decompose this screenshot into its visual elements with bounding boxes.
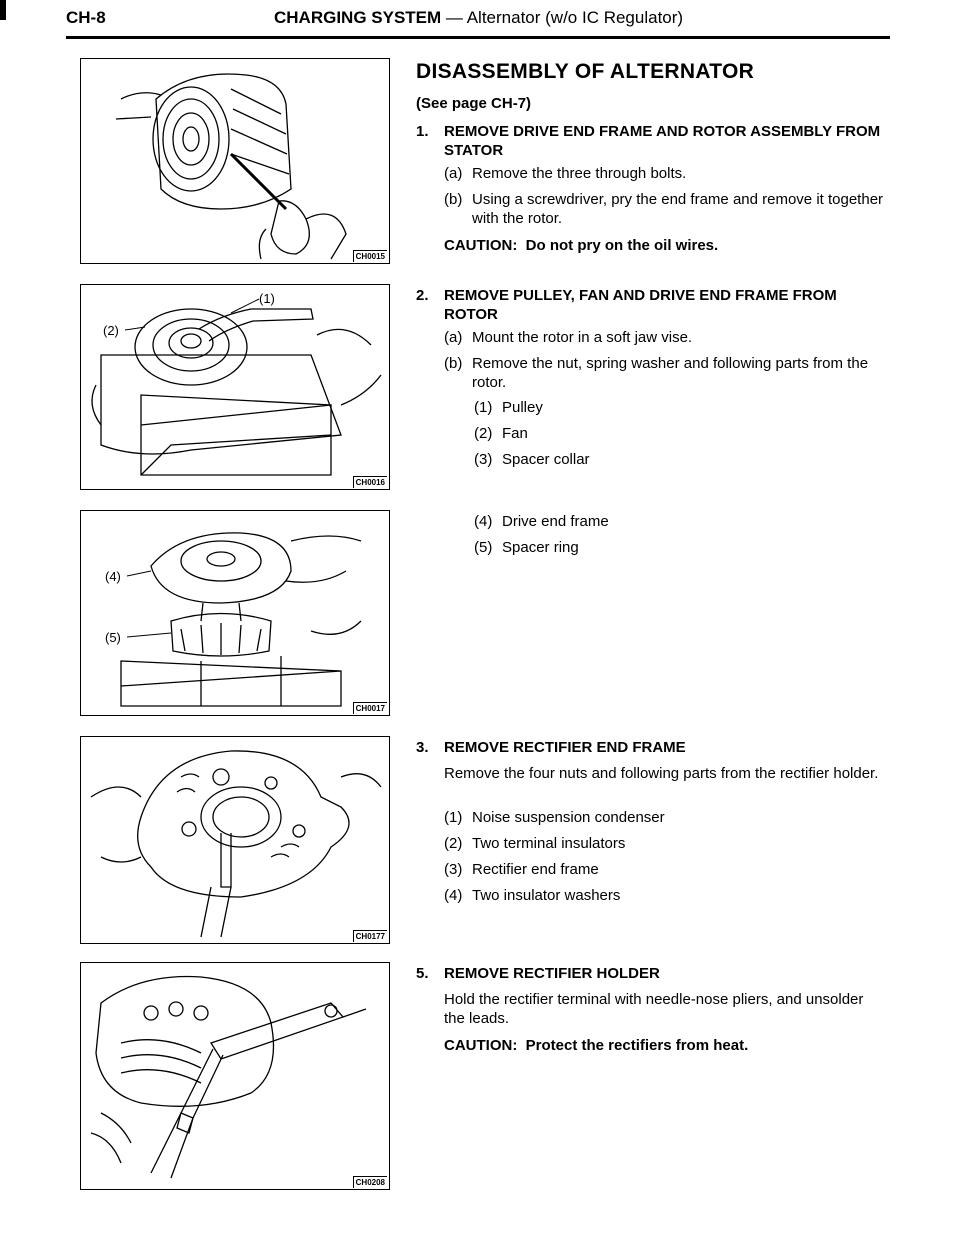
page-title-sub: — Alternator (w/o IC Regulator) bbox=[445, 8, 684, 27]
part-label: (1) bbox=[474, 399, 493, 416]
page-corner-mark bbox=[0, 0, 6, 20]
section-title: DISASSEMBLY OF ALTERNATOR bbox=[416, 60, 755, 83]
step-5 bbox=[416, 964, 886, 983]
step-2 bbox=[416, 286, 886, 324]
figure-code: CH0017 bbox=[353, 702, 387, 714]
step-heading: REMOVE RECTIFIER END FRAME bbox=[444, 739, 686, 756]
part-item bbox=[474, 450, 874, 469]
part-item bbox=[444, 834, 884, 853]
part-label: (4) bbox=[474, 513, 493, 530]
part-item bbox=[474, 512, 874, 531]
step-body-text: Remove the four nuts and following parts from the rectifier holder. bbox=[444, 765, 879, 782]
item-label: (a) bbox=[444, 165, 463, 182]
item-text: Remove the three through bolts. bbox=[472, 165, 687, 182]
item-label: (b) bbox=[444, 191, 463, 208]
caution-note bbox=[444, 236, 884, 255]
part-label: (1) bbox=[444, 809, 463, 826]
caution-text: Protect the rectifiers from heat. bbox=[525, 1037, 749, 1054]
part-label: (3) bbox=[444, 861, 463, 878]
figure-code: CH0016 bbox=[353, 476, 387, 488]
callout-label: (1) bbox=[259, 291, 275, 306]
part-text: Two terminal insulators bbox=[472, 835, 626, 852]
item-label: (b) bbox=[444, 355, 463, 372]
step-heading: REMOVE PULLEY, FAN AND DRIVE END FRAME FROM ROTOR bbox=[444, 287, 837, 323]
part-text: Spacer collar bbox=[502, 451, 590, 468]
step-item bbox=[444, 164, 884, 183]
part-text: Noise suspension condenser bbox=[472, 809, 665, 826]
page-header bbox=[66, 8, 890, 34]
part-label: (3) bbox=[474, 451, 493, 468]
figure-illustration bbox=[81, 285, 389, 489]
part-item bbox=[474, 398, 874, 417]
part-item bbox=[444, 860, 884, 879]
callout-label: (5) bbox=[105, 630, 121, 645]
figure-code: CH0177 bbox=[353, 930, 387, 942]
caution-text: Do not pry on the oil wires. bbox=[525, 237, 719, 254]
part-item bbox=[474, 538, 874, 557]
step-item bbox=[444, 354, 884, 392]
figure-rectifier-end-frame bbox=[80, 736, 390, 944]
figure-pulley-removal bbox=[80, 284, 390, 490]
page-code: CH-8 bbox=[66, 8, 106, 27]
part-label: (2) bbox=[444, 835, 463, 852]
caution-label: CAUTION: bbox=[444, 237, 518, 254]
step-body bbox=[444, 764, 888, 783]
part-item bbox=[444, 886, 884, 905]
part-label: (4) bbox=[444, 887, 463, 904]
step-1 bbox=[416, 122, 886, 160]
figure-alternator-screwdriver bbox=[80, 58, 390, 264]
step-body bbox=[444, 990, 888, 1028]
part-text: Pulley bbox=[502, 399, 543, 416]
figure-code: CH0208 bbox=[353, 1176, 387, 1188]
caution-label: CAUTION: bbox=[444, 1037, 518, 1054]
part-item bbox=[444, 808, 884, 827]
item-label: (a) bbox=[444, 329, 463, 346]
part-item bbox=[474, 424, 874, 443]
figure-illustration bbox=[81, 511, 389, 715]
step-number: 5. bbox=[416, 965, 429, 982]
figure-drive-end-frame bbox=[80, 510, 390, 716]
item-text: Mount the rotor in a soft jaw vise. bbox=[472, 329, 693, 346]
part-text: Two insulator washers bbox=[472, 887, 621, 904]
item-text: Remove the nut, spring washer and following parts from the rotor. bbox=[472, 355, 869, 391]
page-title bbox=[274, 8, 683, 28]
figure-illustration bbox=[81, 59, 389, 263]
item-text: Using a screwdriver, pry the end frame and remove it together with the rotor. bbox=[472, 191, 884, 227]
step-heading: REMOVE DRIVE END FRAME AND ROTOR ASSEMBLY FROM STATOR bbox=[444, 123, 881, 159]
step-number: 1. bbox=[416, 123, 429, 140]
step-heading: REMOVE RECTIFIER HOLDER bbox=[444, 965, 660, 982]
header-rule bbox=[66, 36, 890, 39]
step-item bbox=[444, 328, 884, 347]
part-text: Drive end frame bbox=[502, 513, 609, 530]
figure-illustration bbox=[81, 737, 389, 943]
step-number: 2. bbox=[416, 287, 429, 304]
part-label: (5) bbox=[474, 539, 493, 556]
figure-rectifier-holder bbox=[80, 962, 390, 1190]
step-3 bbox=[416, 738, 886, 757]
section-subtitle: (See page CH-7) bbox=[416, 95, 532, 112]
callout-label: (4) bbox=[105, 569, 121, 584]
caution-note bbox=[444, 1036, 884, 1055]
page-title-main: CHARGING SYSTEM bbox=[274, 8, 442, 27]
step-item bbox=[444, 190, 884, 228]
part-text: Rectifier end frame bbox=[472, 861, 599, 878]
step-body-text: Hold the rectifier terminal with needle-nose pliers, and unsolder the leads. bbox=[444, 991, 864, 1027]
part-text: Spacer ring bbox=[502, 539, 579, 556]
callout-label: (2) bbox=[103, 323, 119, 338]
step-number: 3. bbox=[416, 739, 429, 756]
part-text: Fan bbox=[502, 425, 528, 442]
part-label: (2) bbox=[474, 425, 493, 442]
figure-code: CH0015 bbox=[353, 250, 387, 262]
figure-illustration bbox=[81, 963, 389, 1189]
